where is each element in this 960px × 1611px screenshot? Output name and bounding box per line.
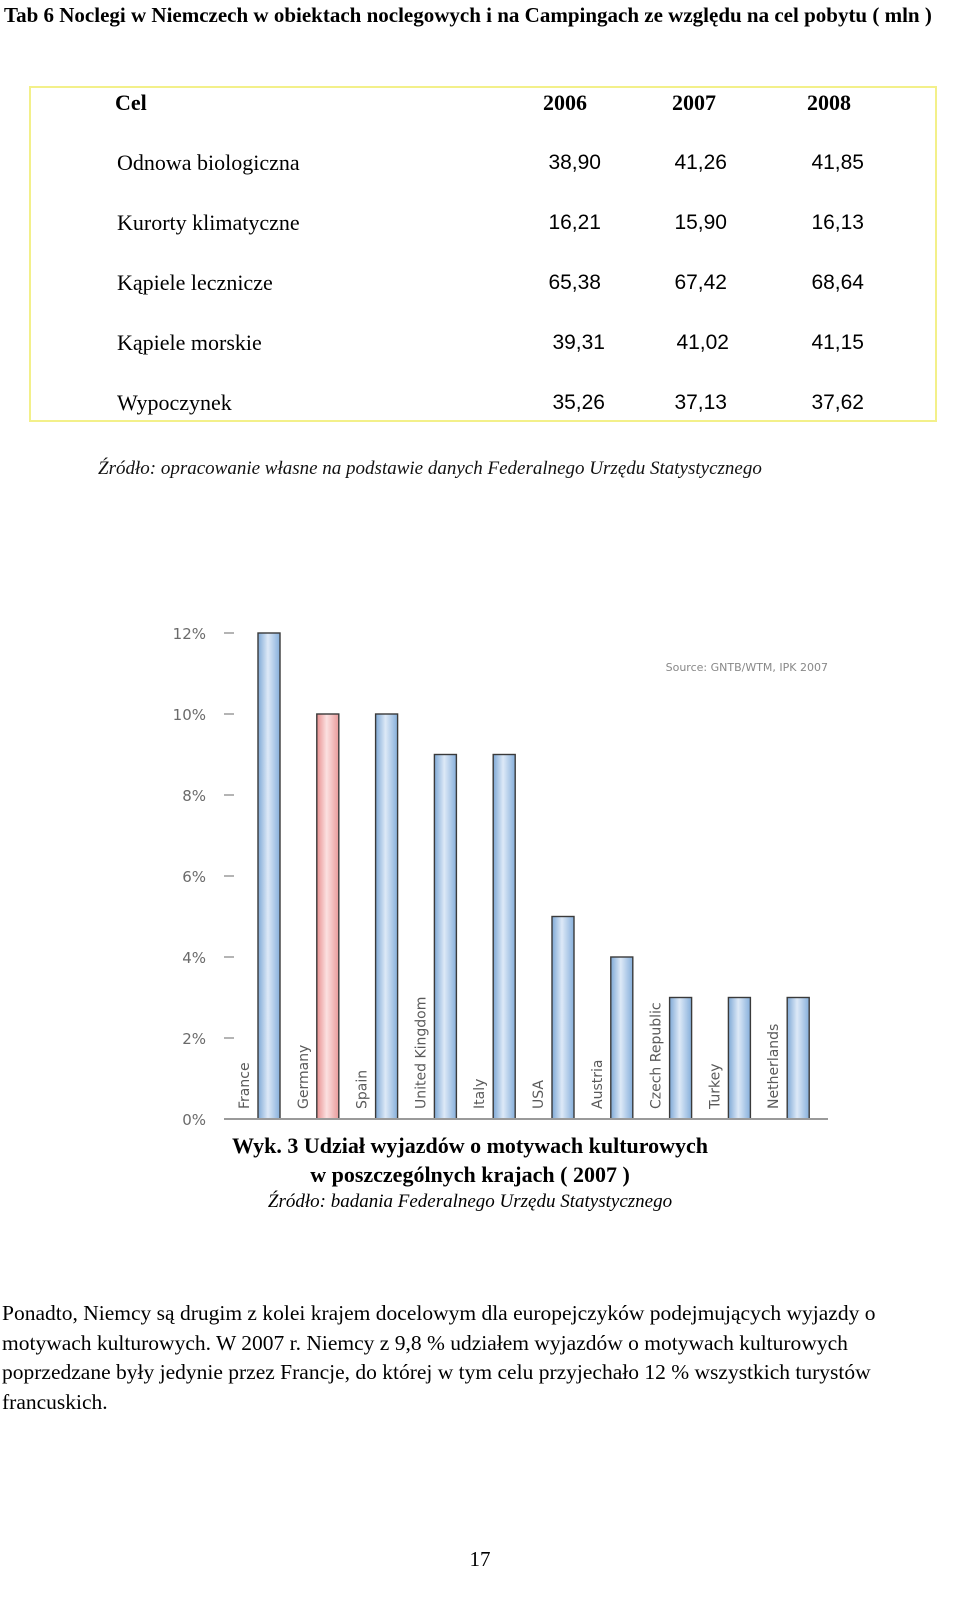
y-tick-label: 4% xyxy=(182,949,206,967)
category-label: USA xyxy=(531,1080,547,1109)
value-2007: 41,26 xyxy=(674,151,727,174)
table-header-row xyxy=(31,88,935,118)
table-row xyxy=(31,268,935,298)
y-tick-label: 8% xyxy=(182,787,206,805)
chart-caption xyxy=(190,1131,750,1215)
y-tick-label: 0% xyxy=(182,1111,206,1129)
row-label: Kąpiele lecznicze xyxy=(117,270,273,295)
category-label: Netherlands xyxy=(766,1023,783,1109)
bar-czech-republic xyxy=(670,998,692,1120)
table-source-note: Źródło: opracowanie własne na podstawie danych Federalnego Urzędu Statystycznego xyxy=(98,458,762,479)
table-row xyxy=(31,388,935,418)
value-2006: 65,38 xyxy=(548,271,601,294)
value-2008: 16,13 xyxy=(811,211,864,234)
header-2008: 2008 xyxy=(807,90,851,115)
value-2006: 16,21 xyxy=(548,211,601,234)
category-label: Austria xyxy=(589,1059,606,1109)
value-2007: 41,02 xyxy=(676,331,729,354)
category-label: Turkey xyxy=(707,1063,724,1109)
bar-italy xyxy=(493,755,515,1120)
bar-chart xyxy=(160,615,840,1135)
header-2007: 2007 xyxy=(672,90,716,115)
category-label: Spain xyxy=(354,1069,371,1109)
category-label: Czech Republic xyxy=(648,1002,665,1109)
row-label: Odnowa biologiczna xyxy=(117,150,300,175)
bar-spain xyxy=(376,714,398,1119)
row-label: Kurorty klimatyczne xyxy=(117,210,300,235)
table-row xyxy=(31,328,935,358)
bar-netherlands xyxy=(787,998,809,1120)
table-row xyxy=(31,208,935,238)
category-label: France xyxy=(237,1062,253,1109)
chart-source-annotation: Source: GNTB/WTM, IPK 2007 xyxy=(665,661,828,674)
category-label: Italy xyxy=(472,1078,489,1109)
bar-turkey xyxy=(728,998,750,1120)
y-tick-label: 2% xyxy=(182,1030,206,1048)
row-label: Wypoczynek xyxy=(117,390,232,415)
category-label: United Kingdom xyxy=(413,996,430,1109)
chart-caption-subtitle: w poszczególnych krajach ( 2007 ) xyxy=(310,1162,630,1187)
y-tick-label: 6% xyxy=(182,868,206,886)
y-tick-label: 10% xyxy=(172,706,206,724)
bar-austria xyxy=(611,957,633,1119)
bar-germany xyxy=(317,714,339,1119)
category-label: Germany xyxy=(295,1044,312,1109)
body-paragraph: Ponadto, Niemcy są drugim z kolei krajem docelowym dla europejczyków podejmujących wyjazdy o motywach kulturowych. W 2007 r. Niemcy z 9,8 % udziałem wyjazdów o motywach kulturowych poprzedzane były jedynie przez Francje, do której w tym celu przyjechało 12 % wszystkich turystów francuskich. xyxy=(2,1301,876,1414)
y-tick-label: 12% xyxy=(172,625,206,643)
value-2007: 15,90 xyxy=(674,211,727,234)
chart-caption-title: Wyk. 3 Udział wyjazdów o motywach kulturowych xyxy=(231,1133,709,1158)
bar-united-kingdom xyxy=(434,755,456,1120)
data-table xyxy=(29,86,937,422)
value-2008: 41,85 xyxy=(811,151,864,174)
chart-caption-source: Źródło: badania Federalnego Urzędu Statystycznego xyxy=(267,1191,673,1212)
value-2007: 37,13 xyxy=(674,391,727,414)
table-row xyxy=(31,148,935,178)
page-number: 17 xyxy=(469,1547,491,1571)
value-2006: 39,31 xyxy=(552,331,605,354)
header-2006: 2006 xyxy=(543,90,587,115)
header-cel: Cel xyxy=(115,90,147,115)
value-2008: 68,64 xyxy=(811,271,864,294)
value-2006: 38,90 xyxy=(548,151,601,174)
value-2006: 35,26 xyxy=(552,391,605,414)
bar-france xyxy=(258,633,280,1119)
value-2007: 67,42 xyxy=(674,271,727,294)
bar-usa xyxy=(552,917,574,1120)
row-label: Kąpiele morskie xyxy=(117,330,262,355)
table-heading: Tab 6 Noclegi w Niemczech w obiektach noclegowych i na Campingach ze względu na cel pobytu ( mln ) xyxy=(4,3,932,27)
value-2008: 41,15 xyxy=(811,331,864,354)
value-2008: 37,62 xyxy=(811,391,864,414)
